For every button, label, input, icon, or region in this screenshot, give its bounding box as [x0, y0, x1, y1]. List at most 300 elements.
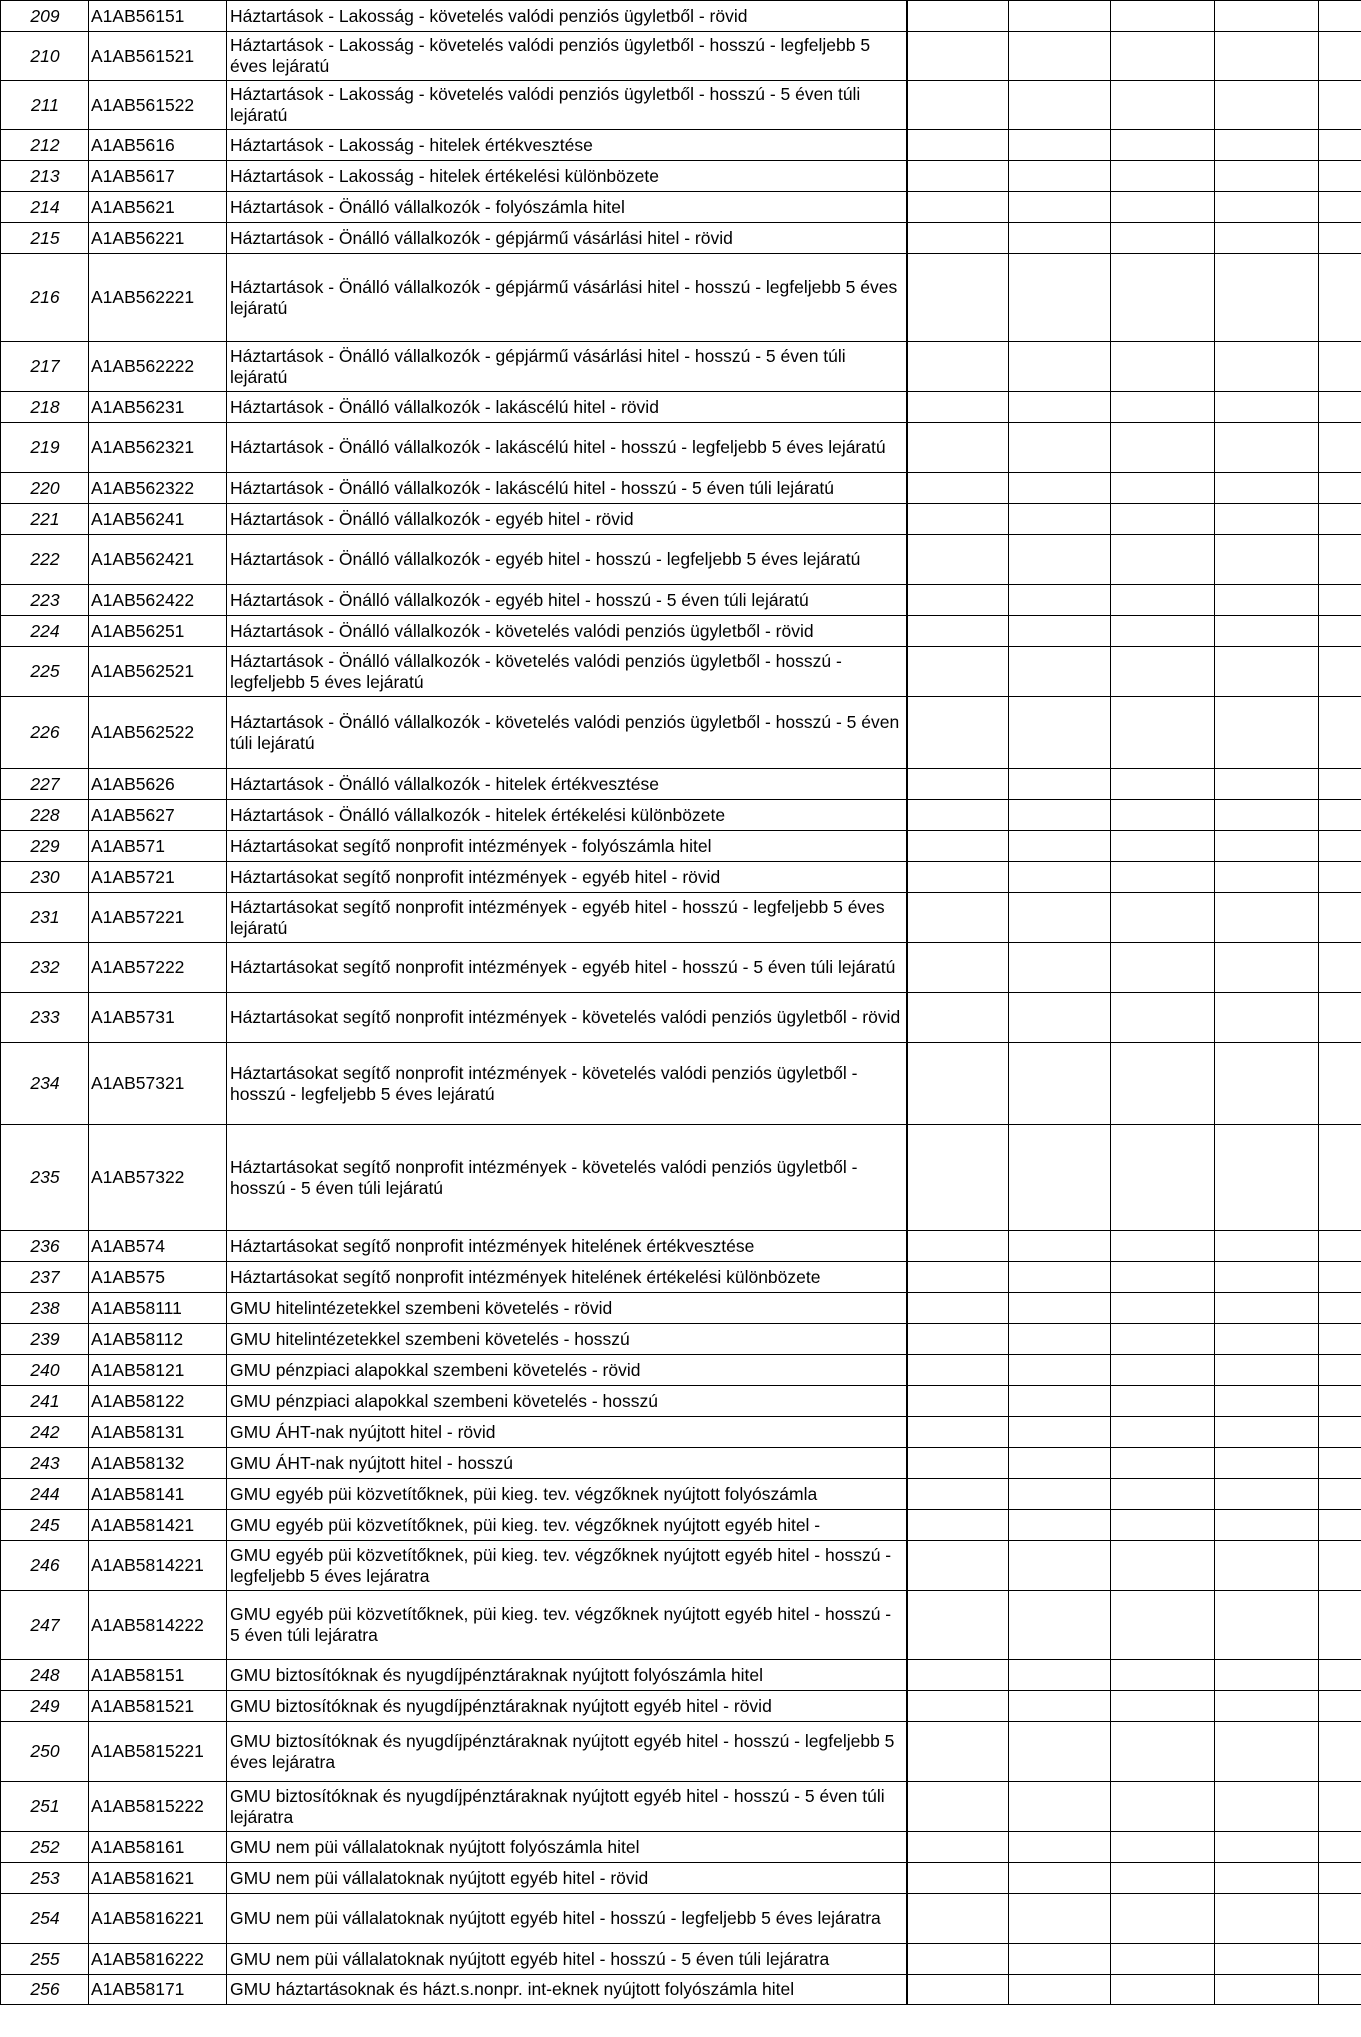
empty-value-cell[interactable] [1111, 616, 1215, 647]
table-row [1, 1863, 1361, 1894]
empty-value-cell[interactable] [1009, 993, 1111, 1043]
row-description: GMU hitelintézetekkel szembeni követelés - rövid [227, 1293, 907, 1324]
empty-value-cell[interactable] [1111, 423, 1215, 473]
empty-value-cell[interactable] [1215, 1231, 1319, 1262]
empty-value-cell[interactable] [1009, 1944, 1111, 1975]
empty-value-cell[interactable] [1215, 1541, 1319, 1591]
empty-value-cell[interactable] [1009, 616, 1111, 647]
empty-value-cell[interactable] [1009, 1043, 1111, 1125]
empty-value-cell[interactable] [1215, 585, 1319, 616]
empty-value-cell[interactable] [907, 697, 1009, 769]
row-number: 248 [1, 1660, 89, 1691]
empty-value-cell[interactable] [1009, 535, 1111, 585]
row-code: A1AB58171 [89, 1975, 227, 2005]
table-row [1, 504, 1361, 535]
empty-value-cell[interactable] [1319, 831, 1361, 862]
empty-value-cell[interactable] [907, 1324, 1009, 1355]
row-number: 216 [1, 254, 89, 342]
empty-value-cell[interactable] [1319, 504, 1361, 535]
empty-value-cell[interactable] [907, 647, 1009, 697]
empty-value-cell[interactable] [1319, 32, 1361, 81]
empty-value-cell[interactable] [907, 535, 1009, 585]
empty-value-cell[interactable] [1215, 862, 1319, 893]
empty-value-cell[interactable] [1111, 535, 1215, 585]
row-description: GMU egyéb püi közvetítőknek, püi kieg. tev. végzőknek nyújtott egyéb hitel - [227, 1510, 907, 1541]
empty-value-cell[interactable] [907, 130, 1009, 161]
empty-value-cell[interactable] [1111, 1722, 1215, 1782]
row-code: A1AB56251 [89, 616, 227, 647]
empty-value-cell[interactable] [1215, 161, 1319, 192]
empty-value-cell[interactable] [1009, 392, 1111, 423]
empty-value-cell[interactable] [1215, 1, 1319, 32]
empty-value-cell[interactable] [1215, 535, 1319, 585]
empty-value-cell[interactable] [1111, 1, 1215, 32]
empty-value-cell[interactable] [907, 1293, 1009, 1324]
table-row [1, 535, 1361, 585]
empty-value-cell[interactable] [1009, 1541, 1111, 1591]
empty-value-cell[interactable] [1215, 1386, 1319, 1417]
empty-value-cell[interactable] [907, 1975, 1009, 2005]
row-description: Háztartásokat segítő nonprofit intézmények - folyószámla hitel [227, 831, 907, 862]
empty-value-cell[interactable] [907, 862, 1009, 893]
empty-value-cell[interactable] [1215, 1324, 1319, 1355]
empty-value-cell[interactable] [907, 1894, 1009, 1944]
empty-value-cell[interactable] [1319, 1660, 1361, 1691]
empty-value-cell[interactable] [907, 1043, 1009, 1125]
empty-value-cell[interactable] [907, 192, 1009, 223]
empty-value-cell[interactable] [1215, 254, 1319, 342]
row-number: 246 [1, 1541, 89, 1591]
empty-value-cell[interactable] [1215, 1660, 1319, 1691]
row-description: GMU biztosítóknak és nyugdíjpénztáraknak nyújtott egyéb hitel - rövid [227, 1691, 907, 1722]
row-number: 247 [1, 1591, 89, 1660]
empty-value-cell[interactable] [907, 769, 1009, 800]
empty-value-cell[interactable] [1111, 862, 1215, 893]
empty-value-cell[interactable] [907, 1417, 1009, 1448]
empty-value-cell[interactable] [907, 342, 1009, 392]
empty-value-cell[interactable] [1111, 800, 1215, 831]
row-description: GMU nem püi vállalatoknak nyújtott folyószámla hitel [227, 1832, 907, 1863]
empty-value-cell[interactable] [1009, 800, 1111, 831]
empty-value-cell[interactable] [907, 1386, 1009, 1417]
empty-value-cell[interactable] [1111, 1262, 1215, 1293]
row-code: A1AB581421 [89, 1510, 227, 1541]
empty-value-cell[interactable] [907, 585, 1009, 616]
empty-value-cell[interactable] [1111, 504, 1215, 535]
empty-value-cell[interactable] [1319, 1479, 1361, 1510]
empty-value-cell[interactable] [1009, 1660, 1111, 1691]
row-number: 219 [1, 423, 89, 473]
empty-value-cell[interactable] [1009, 1782, 1111, 1832]
empty-value-cell[interactable] [1009, 1691, 1111, 1722]
empty-value-cell[interactable] [1111, 1944, 1215, 1975]
empty-value-cell[interactable] [907, 1591, 1009, 1660]
empty-value-cell[interactable] [1319, 1125, 1361, 1231]
empty-value-cell[interactable] [1215, 1944, 1319, 1975]
row-number: 241 [1, 1386, 89, 1417]
empty-value-cell[interactable] [1215, 223, 1319, 254]
empty-value-cell[interactable] [1215, 1591, 1319, 1660]
empty-value-cell[interactable] [1215, 32, 1319, 81]
empty-value-cell[interactable] [1111, 1591, 1215, 1660]
empty-value-cell[interactable] [1319, 1894, 1361, 1944]
empty-value-cell[interactable] [1111, 585, 1215, 616]
empty-value-cell[interactable] [1319, 130, 1361, 161]
table-row [1, 585, 1361, 616]
table-row [1, 1510, 1361, 1541]
empty-value-cell[interactable] [1111, 473, 1215, 504]
empty-value-cell[interactable] [907, 1510, 1009, 1541]
empty-value-cell[interactable] [907, 616, 1009, 647]
empty-value-cell[interactable] [1009, 1975, 1111, 2005]
table-row [1, 161, 1361, 192]
empty-value-cell[interactable] [1009, 585, 1111, 616]
row-description: GMU egyéb püi közvetítőknek, püi kieg. tev. végzőknek nyújtott folyószámla [227, 1479, 907, 1510]
empty-value-cell[interactable] [1215, 1510, 1319, 1541]
empty-value-cell[interactable] [907, 993, 1009, 1043]
empty-value-cell[interactable] [1009, 161, 1111, 192]
empty-value-cell[interactable] [907, 423, 1009, 473]
row-number: 215 [1, 223, 89, 254]
empty-value-cell[interactable] [1009, 1231, 1111, 1262]
row-code: A1AB58131 [89, 1417, 227, 1448]
empty-value-cell[interactable] [907, 893, 1009, 943]
empty-value-cell[interactable] [1215, 893, 1319, 943]
empty-value-cell[interactable] [1111, 1355, 1215, 1386]
empty-value-cell[interactable] [1111, 647, 1215, 697]
empty-value-cell[interactable] [1319, 993, 1361, 1043]
empty-value-cell[interactable] [1319, 1863, 1361, 1894]
empty-value-cell[interactable] [1215, 993, 1319, 1043]
empty-value-cell[interactable] [1319, 1043, 1361, 1125]
empty-value-cell[interactable] [1319, 1324, 1361, 1355]
row-number: 213 [1, 161, 89, 192]
empty-value-cell[interactable] [1009, 1479, 1111, 1510]
empty-value-cell[interactable] [907, 1262, 1009, 1293]
empty-value-cell[interactable] [1215, 1125, 1319, 1231]
empty-value-cell[interactable] [1215, 616, 1319, 647]
empty-value-cell[interactable] [1215, 800, 1319, 831]
empty-value-cell[interactable] [1215, 1355, 1319, 1386]
empty-value-cell[interactable] [1111, 223, 1215, 254]
empty-value-cell[interactable] [907, 1722, 1009, 1782]
empty-value-cell[interactable] [1319, 697, 1361, 769]
empty-value-cell[interactable] [1009, 647, 1111, 697]
empty-value-cell[interactable] [907, 32, 1009, 81]
empty-value-cell[interactable] [1215, 831, 1319, 862]
empty-value-cell[interactable] [1111, 1975, 1215, 2005]
empty-value-cell[interactable] [907, 1541, 1009, 1591]
row-code: A1AB574 [89, 1231, 227, 1262]
empty-value-cell[interactable] [1215, 769, 1319, 800]
row-number: 218 [1, 392, 89, 423]
empty-value-cell[interactable] [907, 800, 1009, 831]
empty-value-cell[interactable] [1215, 130, 1319, 161]
empty-value-cell[interactable] [1009, 831, 1111, 862]
empty-value-cell[interactable] [1009, 192, 1111, 223]
empty-value-cell[interactable] [1111, 1510, 1215, 1541]
row-number: 234 [1, 1043, 89, 1125]
empty-value-cell[interactable] [907, 1355, 1009, 1386]
empty-value-cell[interactable] [1009, 223, 1111, 254]
empty-value-cell[interactable] [1009, 769, 1111, 800]
empty-value-cell[interactable] [1319, 1782, 1361, 1832]
table-row [1, 1417, 1361, 1448]
empty-value-cell[interactable] [1009, 254, 1111, 342]
empty-value-cell[interactable] [1111, 1043, 1215, 1125]
row-description: Háztartások - Önálló vállalkozók - hitelek értékelési különbözete [227, 800, 907, 831]
empty-value-cell[interactable] [1111, 130, 1215, 161]
empty-value-cell[interactable] [1215, 504, 1319, 535]
empty-value-cell[interactable] [1215, 1722, 1319, 1782]
empty-value-cell[interactable] [907, 473, 1009, 504]
empty-value-cell[interactable] [1111, 81, 1215, 130]
empty-value-cell[interactable] [1111, 893, 1215, 943]
empty-value-cell[interactable] [1215, 1863, 1319, 1894]
empty-value-cell[interactable] [1111, 1832, 1215, 1863]
row-code: A1AB562522 [89, 697, 227, 769]
empty-value-cell[interactable] [1319, 769, 1361, 800]
empty-value-cell[interactable] [907, 392, 1009, 423]
empty-value-cell[interactable] [1009, 1591, 1111, 1660]
empty-value-cell[interactable] [1111, 192, 1215, 223]
empty-value-cell[interactable] [1111, 697, 1215, 769]
empty-value-cell[interactable] [1319, 585, 1361, 616]
empty-value-cell[interactable] [1319, 1448, 1361, 1479]
empty-value-cell[interactable] [1319, 800, 1361, 831]
empty-value-cell[interactable] [1319, 1975, 1361, 2005]
row-description: GMU hitelintézetekkel szembeni követelés - hosszú [227, 1324, 907, 1355]
empty-value-cell[interactable] [1215, 1782, 1319, 1832]
empty-value-cell[interactable] [1111, 993, 1215, 1043]
empty-value-cell[interactable] [1319, 1386, 1361, 1417]
table-row [1, 130, 1361, 161]
empty-value-cell[interactable] [1319, 161, 1361, 192]
empty-value-cell[interactable] [907, 254, 1009, 342]
empty-value-cell[interactable] [1319, 1691, 1361, 1722]
empty-value-cell[interactable] [1319, 535, 1361, 585]
empty-value-cell[interactable] [1009, 342, 1111, 392]
empty-value-cell[interactable] [1111, 1386, 1215, 1417]
empty-value-cell[interactable] [1111, 1691, 1215, 1722]
empty-value-cell[interactable] [1009, 1832, 1111, 1863]
empty-value-cell[interactable] [1009, 1386, 1111, 1417]
empty-value-cell[interactable] [1009, 1448, 1111, 1479]
empty-value-cell[interactable] [1319, 1591, 1361, 1660]
empty-value-cell[interactable] [1111, 1894, 1215, 1944]
row-code: A1AB581621 [89, 1863, 227, 1894]
empty-value-cell[interactable] [1215, 1832, 1319, 1863]
table-row [1, 342, 1361, 392]
empty-value-cell[interactable] [1111, 1863, 1215, 1894]
empty-value-cell[interactable] [1009, 1863, 1111, 1894]
empty-value-cell[interactable] [1111, 32, 1215, 81]
empty-value-cell[interactable] [907, 504, 1009, 535]
empty-value-cell[interactable] [1111, 1782, 1215, 1832]
row-description: Háztartások - Önálló vállalkozók - követelés valódi penziós ügyletből - rövid [227, 616, 907, 647]
empty-value-cell[interactable] [1319, 192, 1361, 223]
empty-value-cell[interactable] [1215, 1975, 1319, 2005]
empty-value-cell[interactable] [1009, 81, 1111, 130]
empty-value-cell[interactable] [1319, 423, 1361, 473]
empty-value-cell[interactable] [1215, 1691, 1319, 1722]
empty-value-cell[interactable] [1319, 1355, 1361, 1386]
empty-value-cell[interactable] [1009, 893, 1111, 943]
table-row [1, 223, 1361, 254]
empty-value-cell[interactable] [1111, 1479, 1215, 1510]
empty-value-cell[interactable] [1009, 1417, 1111, 1448]
empty-value-cell[interactable] [1111, 1293, 1215, 1324]
empty-value-cell[interactable] [1009, 473, 1111, 504]
empty-value-cell[interactable] [1215, 943, 1319, 993]
empty-value-cell[interactable] [1319, 862, 1361, 893]
empty-value-cell[interactable] [907, 161, 1009, 192]
empty-value-cell[interactable] [1111, 254, 1215, 342]
empty-value-cell[interactable] [1215, 1894, 1319, 1944]
row-number: 239 [1, 1324, 89, 1355]
empty-value-cell[interactable] [1009, 1262, 1111, 1293]
empty-value-cell[interactable] [1111, 342, 1215, 392]
row-description: Háztartások - Önálló vállalkozók - gépjármű vásárlási hitel - hosszú - 5 éven túli lejáratú [227, 342, 907, 392]
empty-value-cell[interactable] [907, 1125, 1009, 1231]
empty-value-cell[interactable] [1215, 1448, 1319, 1479]
row-description: Háztartások - Lakosság - hitelek értékelési különbözete [227, 161, 907, 192]
row-code: A1AB58161 [89, 1832, 227, 1863]
empty-value-cell[interactable] [1009, 1722, 1111, 1782]
empty-value-cell[interactable] [1009, 130, 1111, 161]
empty-value-cell[interactable] [1111, 1448, 1215, 1479]
table-row [1, 1386, 1361, 1417]
empty-value-cell[interactable] [1319, 1510, 1361, 1541]
empty-value-cell[interactable] [1215, 1417, 1319, 1448]
empty-value-cell[interactable] [1215, 647, 1319, 697]
empty-value-cell[interactable] [1009, 32, 1111, 81]
row-code: A1AB562222 [89, 342, 227, 392]
empty-value-cell[interactable] [1215, 473, 1319, 504]
empty-value-cell[interactable] [1215, 697, 1319, 769]
row-code: A1AB58111 [89, 1293, 227, 1324]
empty-value-cell[interactable] [1111, 1541, 1215, 1591]
empty-value-cell[interactable] [907, 831, 1009, 862]
table-row [1, 1125, 1361, 1231]
empty-value-cell[interactable] [1319, 1944, 1361, 1975]
empty-value-cell[interactable] [907, 1448, 1009, 1479]
empty-value-cell[interactable] [1319, 1541, 1361, 1591]
empty-value-cell[interactable] [907, 1479, 1009, 1510]
empty-value-cell[interactable] [1215, 392, 1319, 423]
empty-value-cell[interactable] [907, 1863, 1009, 1894]
empty-value-cell[interactable] [907, 1691, 1009, 1722]
row-code: A1AB575 [89, 1262, 227, 1293]
empty-value-cell[interactable] [907, 1660, 1009, 1691]
empty-value-cell[interactable] [1319, 1293, 1361, 1324]
empty-value-cell[interactable] [1319, 392, 1361, 423]
row-description: GMU pénzpiaci alapokkal szembeni követelés - rövid [227, 1355, 907, 1386]
row-code: A1AB5814221 [89, 1541, 227, 1591]
empty-value-cell[interactable] [1111, 161, 1215, 192]
table-row [1, 800, 1361, 831]
empty-value-cell[interactable] [1319, 1722, 1361, 1782]
empty-value-cell[interactable] [907, 1231, 1009, 1262]
empty-value-cell[interactable] [1319, 81, 1361, 130]
empty-value-cell[interactable] [1111, 1324, 1215, 1355]
empty-value-cell[interactable] [1009, 1293, 1111, 1324]
empty-value-cell[interactable] [1215, 1043, 1319, 1125]
empty-value-cell[interactable] [1319, 647, 1361, 697]
empty-value-cell[interactable] [1319, 1417, 1361, 1448]
row-code: A1AB562321 [89, 423, 227, 473]
empty-value-cell[interactable] [907, 1832, 1009, 1863]
empty-value-cell[interactable] [1319, 254, 1361, 342]
empty-value-cell[interactable] [1319, 473, 1361, 504]
row-code: A1AB5815222 [89, 1782, 227, 1832]
empty-value-cell[interactable] [1215, 423, 1319, 473]
row-number: 226 [1, 697, 89, 769]
empty-value-cell[interactable] [1111, 1125, 1215, 1231]
empty-value-cell[interactable] [1009, 1125, 1111, 1231]
empty-value-cell[interactable] [1319, 223, 1361, 254]
row-description: Háztartások - Lakosság - követelés valódi penziós ügyletből - hosszú - legfeljebb 5 éves lejáratú [227, 32, 907, 81]
row-description: GMU egyéb püi közvetítőknek, püi kieg. tev. végzőknek nyújtott egyéb hitel - hosszú - legfeljebb 5 éves lejáratra [227, 1541, 907, 1591]
empty-value-cell[interactable] [907, 223, 1009, 254]
empty-value-cell[interactable] [1319, 342, 1361, 392]
empty-value-cell[interactable] [1319, 616, 1361, 647]
empty-value-cell[interactable] [907, 81, 1009, 130]
row-code: A1AB58121 [89, 1355, 227, 1386]
table-row [1, 81, 1361, 130]
empty-value-cell[interactable] [1111, 1417, 1215, 1448]
empty-value-cell[interactable] [1215, 1293, 1319, 1324]
empty-value-cell[interactable] [1319, 893, 1361, 943]
empty-value-cell[interactable] [1009, 697, 1111, 769]
empty-value-cell[interactable] [1319, 1231, 1361, 1262]
empty-value-cell[interactable] [1009, 1894, 1111, 1944]
empty-value-cell[interactable] [907, 1, 1009, 32]
empty-value-cell[interactable] [1319, 943, 1361, 993]
row-description: Háztartások - Önálló vállalkozók - hitelek értékvesztése [227, 769, 907, 800]
empty-value-cell[interactable] [1111, 769, 1215, 800]
empty-value-cell[interactable] [1111, 943, 1215, 993]
empty-value-cell[interactable] [1215, 1262, 1319, 1293]
empty-value-cell[interactable] [1009, 1324, 1111, 1355]
empty-value-cell[interactable] [1319, 1832, 1361, 1863]
empty-value-cell[interactable] [1009, 423, 1111, 473]
empty-value-cell[interactable] [1009, 943, 1111, 993]
empty-value-cell[interactable] [907, 1782, 1009, 1832]
empty-value-cell[interactable] [1215, 81, 1319, 130]
empty-value-cell[interactable] [1009, 1, 1111, 32]
empty-value-cell[interactable] [1009, 1510, 1111, 1541]
table-row [1, 1479, 1361, 1510]
empty-value-cell[interactable] [1111, 392, 1215, 423]
empty-value-cell[interactable] [1215, 192, 1319, 223]
row-number: 238 [1, 1293, 89, 1324]
empty-value-cell[interactable] [1111, 1660, 1215, 1691]
empty-value-cell[interactable] [1319, 1, 1361, 32]
empty-value-cell[interactable] [1111, 831, 1215, 862]
empty-value-cell[interactable] [1319, 1262, 1361, 1293]
empty-value-cell[interactable] [1009, 1355, 1111, 1386]
empty-value-cell[interactable] [1009, 862, 1111, 893]
table-row [1, 1541, 1361, 1591]
empty-value-cell[interactable] [1215, 342, 1319, 392]
empty-value-cell[interactable] [907, 943, 1009, 993]
empty-value-cell[interactable] [907, 1944, 1009, 1975]
empty-value-cell[interactable] [1009, 504, 1111, 535]
row-description: GMU nem püi vállalatoknak nyújtott egyéb hitel - hosszú - 5 éven túli lejáratra [227, 1944, 907, 1975]
empty-value-cell[interactable] [1215, 1479, 1319, 1510]
empty-value-cell[interactable] [1111, 1231, 1215, 1262]
